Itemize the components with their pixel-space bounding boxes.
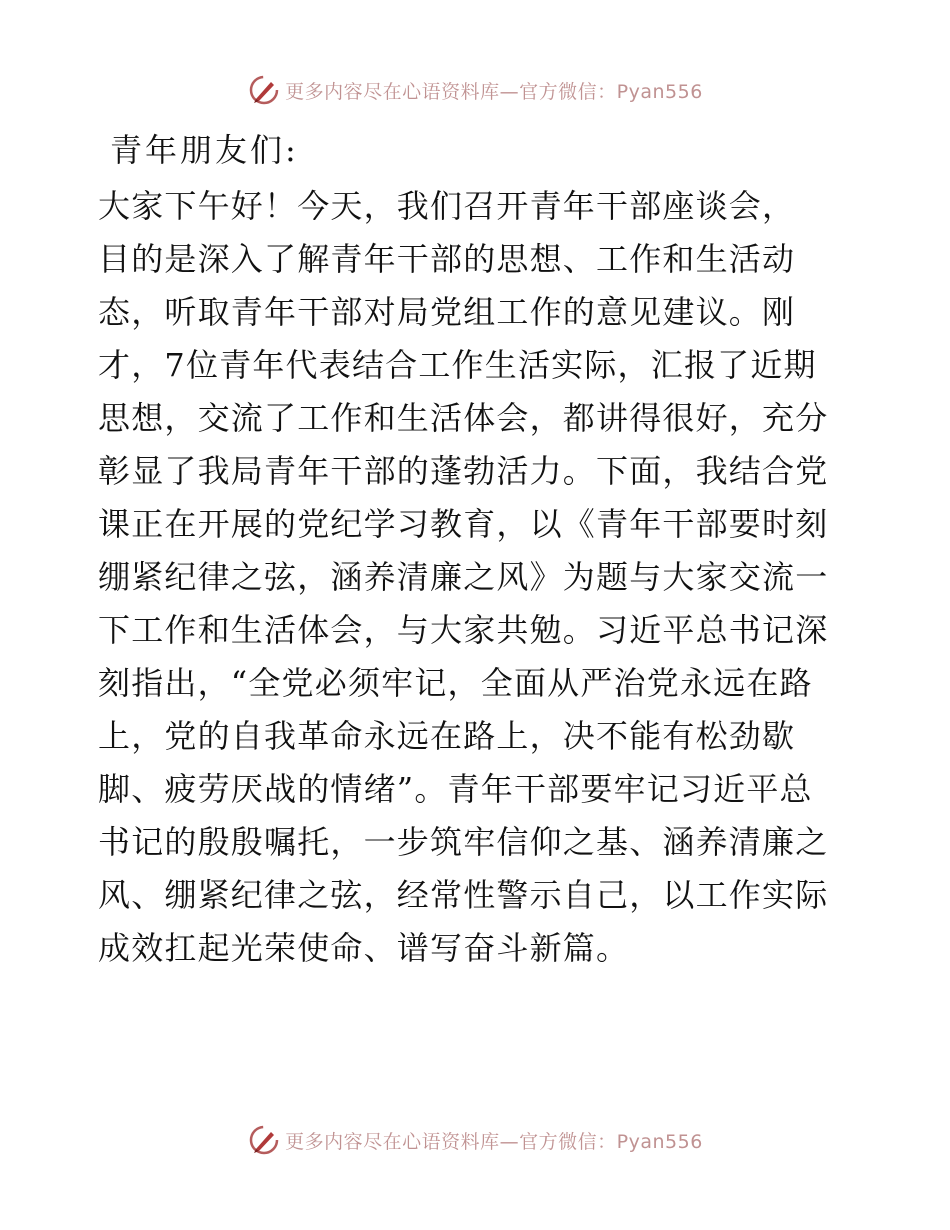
paragraph-line: 下工作和生活体会，与大家共勉。习近平总书记深 bbox=[98, 611, 829, 649]
paragraph-line: 风、绷紧纪律之弦，经常性警示自己，以工作实际 bbox=[98, 876, 829, 914]
watermark-banner-bottom bbox=[0, 1120, 950, 1160]
paragraph-line: 目的是深入了解青年干部的思想、工作和生活动 bbox=[98, 240, 796, 278]
paragraph-line: 课正在开展的党纪学习教育，以《青年干部要时刻 bbox=[98, 505, 829, 543]
salutation: 青年朋友们: bbox=[110, 131, 299, 169]
watermark-text: 更多内容尽在心语资料库—官方微信：Pyan556 bbox=[285, 80, 703, 103]
paragraph-line: 刻指出，“全党必须牢记，全面从严治党永远在路 bbox=[98, 664, 813, 702]
pen-logo-icon bbox=[247, 73, 281, 107]
pen-logo-icon bbox=[247, 1123, 281, 1157]
paragraph-line: 大家下午好！今天，我们召开青年干部座谈会， bbox=[98, 187, 796, 225]
body-paragraph bbox=[98, 180, 854, 975]
paragraph-line: 上，党的自我革命永远在路上，决不能有松劲歇 bbox=[98, 717, 796, 755]
watermark-banner-top bbox=[0, 70, 950, 110]
paragraph-line: 态，听取青年干部对局党组工作的意见建议。刚 bbox=[98, 293, 796, 331]
paragraph-line: 书记的殷殷嘱托，一步筑牢信仰之基、涵养清廉之 bbox=[98, 823, 829, 861]
watermark-text: 更多内容尽在心语资料库—官方微信：Pyan556 bbox=[285, 1130, 703, 1153]
paragraph-line: 成效扛起光荣使命、谱写奋斗新篇。 bbox=[98, 929, 630, 967]
paragraph-line: 绷紧纪律之弦，涵养清廉之风》为题与大家交流一 bbox=[98, 558, 829, 596]
paragraph-line: 思想，交流了工作和生活体会，都讲得很好，充分 bbox=[98, 399, 829, 437]
paragraph-line: 彰显了我局青年干部的蓬勃活力。下面，我结合党 bbox=[98, 452, 829, 490]
paragraph-line: 脚、疲劳厌战的情绪”。青年干部要牢记习近平总 bbox=[98, 770, 813, 808]
paragraph-line: 才，7位青年代表结合工作生活实际，汇报了近期 bbox=[98, 346, 817, 384]
